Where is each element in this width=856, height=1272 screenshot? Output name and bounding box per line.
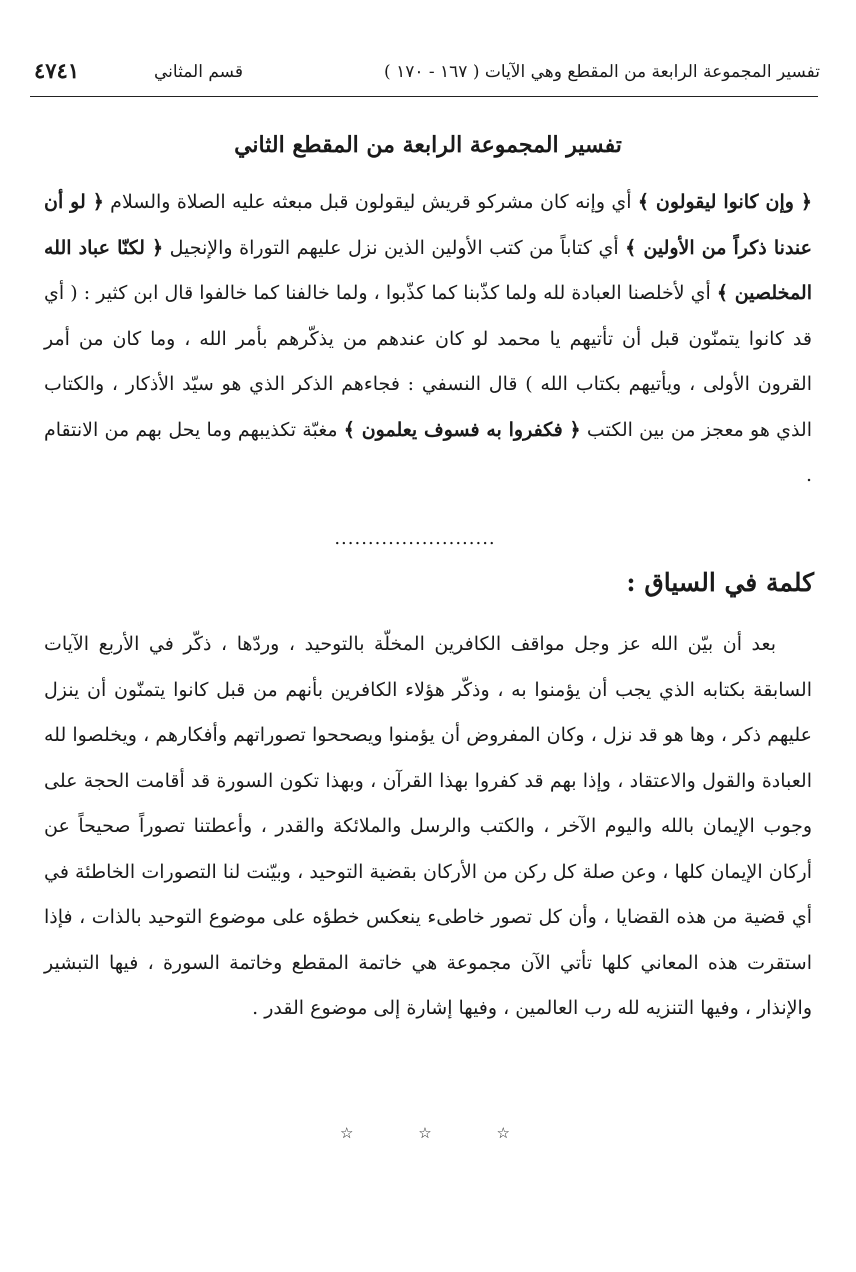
quran-quote: ﴿ لكنّا عباد الله المخلصين ﴾	[44, 236, 812, 304]
quran-quote: ﴿ فكفروا به فسوف يعلمون ﴾	[343, 418, 581, 441]
dotted-separator: ........................	[334, 528, 496, 549]
section-title: تفسير المجموعة الرابعة من المقطع الثاني	[234, 132, 622, 158]
header-rule	[30, 96, 818, 97]
star-icon: ☆	[418, 1124, 432, 1142]
quran-quote: ﴿ وإن كانوا ليقولون ﴾	[637, 191, 812, 213]
commentary-text: أي وإنه كان مشركو قريش ليقولون قبل مبعثه عليه الصلاة والسلام	[103, 191, 638, 213]
page-header	[28, 56, 820, 96]
quran-quote: ﴿ لو أن عندنا ذكراً من الأولين ﴾	[44, 191, 812, 259]
commentary-text: أي لأخلصنا العبادة لله ولما كذّبنا كما كذّبوا ، ولما خالفنا كما خالفوا قال ابن كثير : ( أي قد كانوا يتمنّون قبل أن تأتيهم يا محمد لو كان عندهم من يذكّرهم بأمر الله ، وما كان من أمر القرون الأولى ، ويأتيهم بكتاب الله ) قال النسفي : فجاءهم الذكر الذي هو سيّد الأذكار ، والكتاب الذي هو معجز من بين الكتب	[44, 282, 812, 441]
commentary-text: مغبّة تكذيبهم وما يحل بهم من الانتقام .	[44, 418, 812, 486]
context-heading: كلمة في السياق :	[626, 568, 814, 597]
running-title: تفسير المجموعة الرابعة من المقطع وهي الآيات ( ١٦٧ - ١٧٠ )	[384, 62, 820, 82]
section-name: قسم المثاني	[154, 62, 243, 82]
context-paragraph: بعد أن بيّن الله عز وجل مواقف الكافرين المخلّة بالتوحيد ، وردّها ، ذكّر في الأربع الآيات السابقة بكتابه الذي يجب أن يؤمنوا به ، وذكّر هؤلاء الكافرين بأنهم من قبل كانوا يتمنّون أن ينزل عليهم ذكر ، وها هو قد نزل ، وكان المفروض أن يؤمنوا ويصححوا تصوراتهم وأفكارهم ، ويخلصوا لله العبادة والقول والاعتقاد ، وإذا بهم قد كفروا بهذا القرآن ، وبهذا تكون السورة قد أقامت الحجة على وجوب الإيمان بالله واليوم الآخر ، والكتب والرسل والملائكة والقدر ، وأعطتنا تصوراً صحيحاً عن أركان الإيمان كلها ، وعن صلة كل ركن من الأركان بقضية التوحيد ، وبيّنت لنا التصورات الخاطئة في أي قضية من هذه القضايا ، وأن كل تصور خاطىء ينعكس خطؤه على موضوع التوحيد بالذات ، فإذا استقرت هذه المعاني كلها تأتي الآن مجموعة هي خاتمة المقطع وخاتمة السورة ، فيها التبشير والإنذار ، وفيها التنزيه لله رب العالمين ، وفيها إشارة إلى موضوع القدر .	[44, 633, 812, 1019]
star-icon: ☆	[496, 1124, 510, 1142]
footer-stars	[340, 1124, 510, 1142]
tafsir-paragraph	[44, 180, 812, 499]
star-icon: ☆	[340, 1124, 354, 1142]
commentary-text: أي كتاباً من كتب الأولين الذين نزل عليهم التوراة والإنجيل	[163, 236, 626, 259]
page-number: ٤٧٤١	[34, 58, 80, 83]
